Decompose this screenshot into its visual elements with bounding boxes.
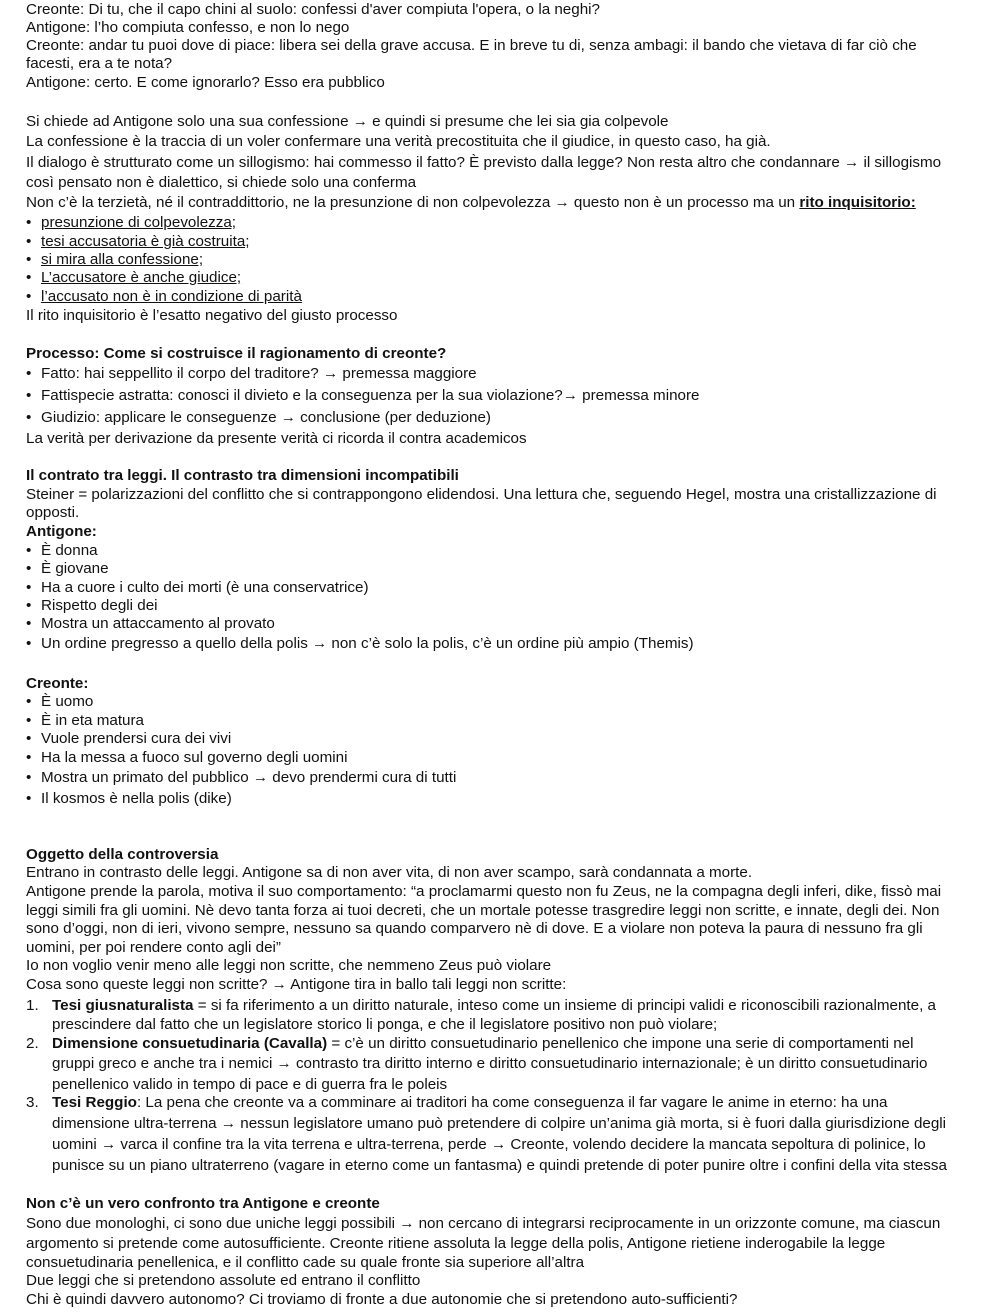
list-item-text: presunzione di colpevolezza;	[41, 214, 237, 231]
list-item-text: Mostra un attaccamento al provato	[41, 615, 275, 632]
list-item-text: È donna	[41, 542, 98, 559]
item-number: 2.	[26, 1035, 39, 1052]
dialogue-line: facesti, era a te nota?	[26, 55, 173, 72]
rito-inquisitorio-term: rito inquisitorio:	[799, 194, 916, 211]
item-text: : La pena che creonte va a comminare ai traditori ha come conseguenza il far vagare le anime in eterno: ha una	[136, 1094, 888, 1111]
section-heading: Il contrato tra leggi. Il contrasto tra dimensioni incompatibili	[26, 467, 459, 484]
paragraph-line: così pensato non è dialettico, si chiede solo una conferma	[26, 174, 417, 191]
list-item-text: Ha a cuore i culto dei morti (è una conservatrice)	[41, 579, 369, 596]
paragraph-line: Entrano in contrasto delle leggi. Antigone sa di non aver vita, di non aver scampo, sarà condannata a morte.	[26, 864, 753, 881]
bullet-icon: •	[26, 790, 32, 807]
item-title: Tesi Reggio	[52, 1094, 137, 1111]
list-item-text: Giudizio: applicare le conseguenze → conclusione (per deduzione)	[41, 409, 491, 426]
bullet-icon: •	[26, 214, 32, 231]
section-heading: Antigone:	[26, 523, 97, 540]
item-text: = si fa riferimento a un diritto naturale, inteso come un insieme di principi validi e riconoscibili razionalmente, a	[193, 997, 936, 1014]
item-text: prescindere dal fatto che un legislatore storico li ponga, e che il legislatore positivo non può violare;	[52, 1016, 718, 1033]
paragraph-line: Cosa sono queste leggi non scritte? → Antigone tira in ballo tali leggi non scritte:	[26, 976, 567, 993]
list-item-text: Vuole prendersi cura dei vivi	[41, 730, 232, 747]
paragraph-line: opposti.	[26, 504, 80, 521]
paragraph-line: leggi simili fra gli uomini. Nè devo tanta forza ai tuoi decreti, che un mortale potesse trasgredire leggi non scritte, e innate, degli dei. Non	[26, 902, 940, 919]
paragraph-line: uomini, per poi rendere conto agli dei”	[26, 939, 281, 956]
dialogue-line: Antigone: l’ho compiuta confesso, e non lo nego	[26, 19, 350, 36]
bullet-icon: •	[26, 251, 32, 268]
list-item-text: si mira alla confessione;	[41, 251, 204, 268]
paragraph-line: argomento si pretende come autosufficiente. Creonte ritiene assoluta la legge della polis, Antigone rietiene inderogabile la legge	[26, 1235, 886, 1252]
list-item-text: L’accusatore è anche giudice;	[41, 269, 242, 286]
paragraph-text: Non c’è la terzietà, né il contraddittorio, ne la presunzione di non colpevolezza → questo non è un processo ma un	[26, 194, 800, 211]
dialogue-line: Creonte: Di tu, che il capo chini al suolo: confessi d'aver compiuta l'opera, o la neghi?	[26, 1, 600, 18]
paragraph-line: La verità per derivazione da presente verità ci ricorda il contra academicos	[26, 430, 527, 447]
item-text: penellenico valido in tempo di pace e di guerra fra le poleis	[52, 1076, 448, 1093]
list-item-text: Un ordine pregresso a quello della polis → non c’è solo la polis, c’è un ordine più ampio (Themis)	[41, 635, 694, 652]
section-heading: Non c’è un vero confronto tra Antigone e creonte	[26, 1195, 380, 1212]
bullet-icon: •	[26, 579, 32, 596]
list-item-text: Mostra un primato del pubblico → devo prendermi cura di tutti	[41, 769, 457, 786]
bullet-icon: •	[26, 387, 32, 404]
bullet-icon: •	[26, 635, 32, 652]
bullet-icon: •	[26, 769, 32, 786]
section-heading: Creonte:	[26, 675, 89, 692]
paragraph-line: sono d’oggi, non di ieri, vivono sempre, nessuno sa quando comparvero nè di dove. E a violare non poteva la paura di nessuno fra gli	[26, 920, 923, 937]
list-item-text: Il kosmos è nella polis (dike)	[41, 790, 232, 807]
bullet-icon: •	[26, 365, 32, 382]
item-text: uomini → varca il confine tra la vita terrena e ultra-terrena, perde → Creonte, volendo decidere la mancata sepoltura di polinice, lo	[52, 1136, 926, 1153]
item-number: 1.	[26, 997, 39, 1014]
item-title: Dimensione consuetudinaria (Cavalla)	[52, 1035, 328, 1052]
bullet-icon: •	[26, 730, 32, 747]
paragraph-line: Io non voglio venir meno alle leggi non scritte, che nemmeno Zeus può violare	[26, 957, 552, 974]
bullet-icon: •	[26, 693, 32, 710]
paragraph-line: consuetudinaria penellenica, e il conflitto cade su quale fronte sia superiore all’altra	[26, 1254, 585, 1271]
list-item-text: Fatto: hai seppellito il corpo del traditore? → premessa maggiore	[41, 365, 477, 382]
item-text: gruppi greco e anche tra i nemici → contrasto tra diritto interno e diritto consuetudinario internazionale; è un diritto consuetudinario	[52, 1055, 928, 1072]
list-item-text: È in eta matura	[41, 712, 144, 729]
paragraph-line: Sono due monologhi, ci sono due uniche leggi possibili → non cercano di integrarsi reciprocamente in un orizzonte comune, ma ciascun	[26, 1215, 941, 1232]
list-item-text: Fattispecie astratta: conosci il divieto e la conseguenza per la sua violazione?→ premessa minore	[41, 387, 700, 404]
bullet-icon: •	[26, 409, 32, 426]
item-number: 3.	[26, 1094, 39, 1111]
bullet-icon: •	[26, 269, 32, 286]
bullet-icon: •	[26, 597, 32, 614]
list-item-text: Rispetto degli dei	[41, 597, 158, 614]
bullet-icon: •	[26, 749, 32, 766]
list-item-text: È giovane	[41, 560, 109, 577]
item-text: = c’è un diritto consuetudinario penellenico che impone una serie di comportamenti nel	[327, 1035, 914, 1052]
paragraph-line: Si chiede ad Antigone solo una sua confessione → e quindi si presume che lei sia gia colpevole	[26, 113, 669, 130]
item-text: punisce su un piano ultraterreno (vagare in eterno come un fantasma) e quindi pretende di poter punire oltre i confini della vita stessa	[52, 1157, 947, 1174]
paragraph-line: La confessione è la traccia di un voler confermare una verità precostituita che il giudice, in questo caso, ha già.	[26, 133, 771, 150]
paragraph-line: Antigone prende la parola, motiva il suo comportamento: “a proclamarmi questo non fu Zeus, ne la compagna degli inferi, dike, fissò mai	[26, 883, 942, 900]
section-heading: Processo: Come si costruisce il ragionamento di creonte?	[26, 345, 447, 362]
paragraph-line: Il dialogo è strutturato come un sillogismo: hai commesso il fatto? È previsto dalla legge? Non resta altro che condannare → il sillogismo	[26, 154, 942, 171]
bullet-icon: •	[26, 233, 32, 250]
item-title: Tesi giusnaturalista	[52, 997, 194, 1014]
bullet-icon: •	[26, 712, 32, 729]
list-item-text: Ha la messa a fuoco sul governo degli uomini	[41, 749, 348, 766]
bullet-icon: •	[26, 288, 32, 305]
section-heading: Oggetto della controversia	[26, 846, 219, 863]
bullet-icon: •	[26, 542, 32, 559]
paragraph-line: Il rito inquisitorio è l’esatto negativo del giusto processo	[26, 307, 398, 324]
list-item-text: tesi accusatoria è già costruita;	[41, 233, 250, 250]
dialogue-line: Creonte: andar tu puoi dove di piace: libera sei della grave accusa. E in breve tu di, senza ambagi: il bando che vietava di far ciò che	[26, 37, 917, 54]
paragraph-line: Chi è quindi davvero autonomo? Ci troviamo di fronte a due autonomie che si pretendono auto-sufficienti?	[26, 1291, 738, 1308]
item-text: dimensione ultra-terrena → nessun legislatore umano può pretendere di colpire un’anima già morta, si è fuori dalla giurisdizione degli	[52, 1115, 947, 1132]
bullet-icon: •	[26, 615, 32, 632]
paragraph-line	[26, 194, 916, 212]
bullet-icon: •	[26, 560, 32, 577]
paragraph-line: Due leggi che si pretendono assolute ed entrano il conflitto	[26, 1272, 421, 1289]
list-item-text: l’accusato non è in condizione di parità	[41, 288, 302, 305]
list-item-text: È uomo	[41, 693, 94, 710]
dialogue-line: Antigone: certo. E come ignorarlo? Esso era pubblico	[26, 74, 385, 91]
paragraph-line: Steiner = polarizzazioni del conflitto che si contrappongono elidendosi. Una lettura che, seguendo Hegel, mostra una cristallizzazione di	[26, 486, 937, 503]
